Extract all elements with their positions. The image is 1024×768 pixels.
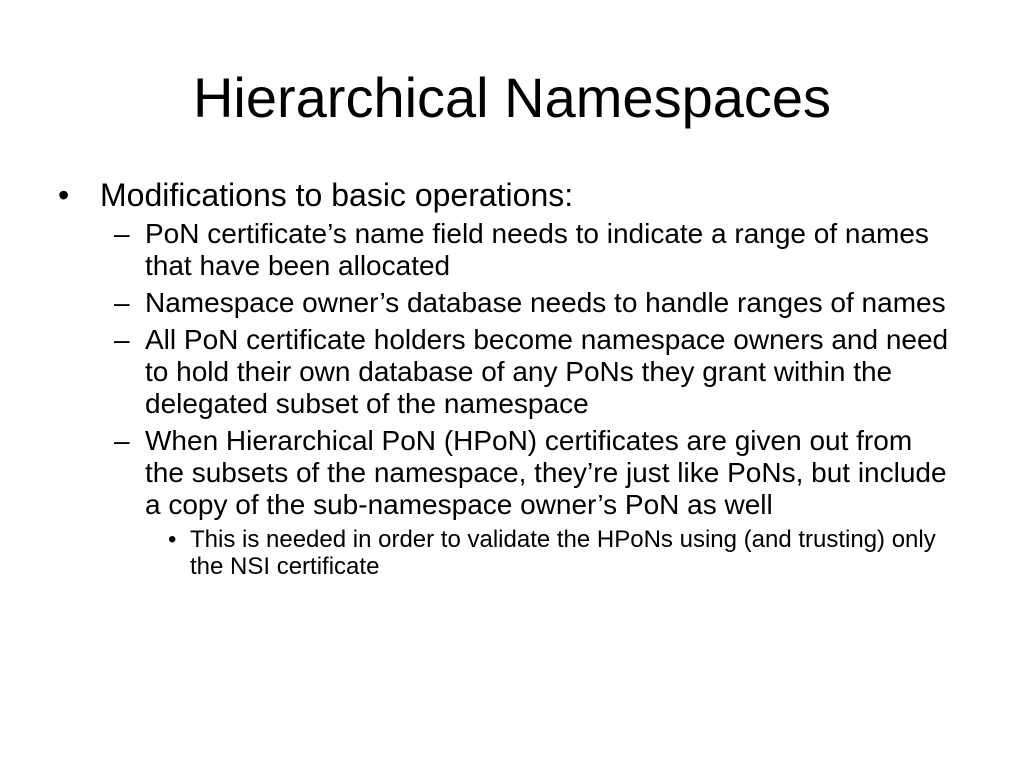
- bullet-text: Modifications to basic operations:: [100, 177, 574, 213]
- sub-sub-bullet-text: This is needed in order to validate the HPoNs using (and trusting) only the NSI certificate: [190, 526, 936, 580]
- slide-title: Hierarchical Namespaces: [192, 66, 831, 129]
- dash-icon: –: [114, 425, 130, 456]
- dash-icon: –: [114, 324, 130, 355]
- dash-icon: –: [114, 218, 130, 249]
- sub-bullet-text: All PoN certificate holders become namespace owners and need to hold their own database of any PoNs they grant within the delegated subset of the namespace: [145, 324, 949, 419]
- sub-bullet-item: [58, 425, 958, 521]
- sub-bullet-text: When Hierarchical PoN (HPoN) certificates are given out from the subsets of the namespace, they’re just like PoNs, but include a copy of the sub-namespace owner’s PoN as well: [145, 425, 947, 520]
- sub-bullet-item: [58, 287, 958, 319]
- sub-bullet-item: [58, 218, 958, 282]
- sub-bullet-item: [58, 324, 958, 420]
- bullet-icon: •: [58, 177, 70, 213]
- bullet-item: [58, 176, 958, 214]
- sub-bullet-text: Namespace owner’s database needs to handle ranges of names: [145, 287, 946, 318]
- sub-sub-bullet-item: [58, 526, 958, 580]
- sub-bullet-text: PoN certificate’s name field needs to indicate a range of names that have been allocated: [145, 218, 929, 281]
- dash-icon: –: [114, 287, 130, 318]
- slide-body: [58, 176, 958, 580]
- bullet-icon: •: [168, 526, 177, 553]
